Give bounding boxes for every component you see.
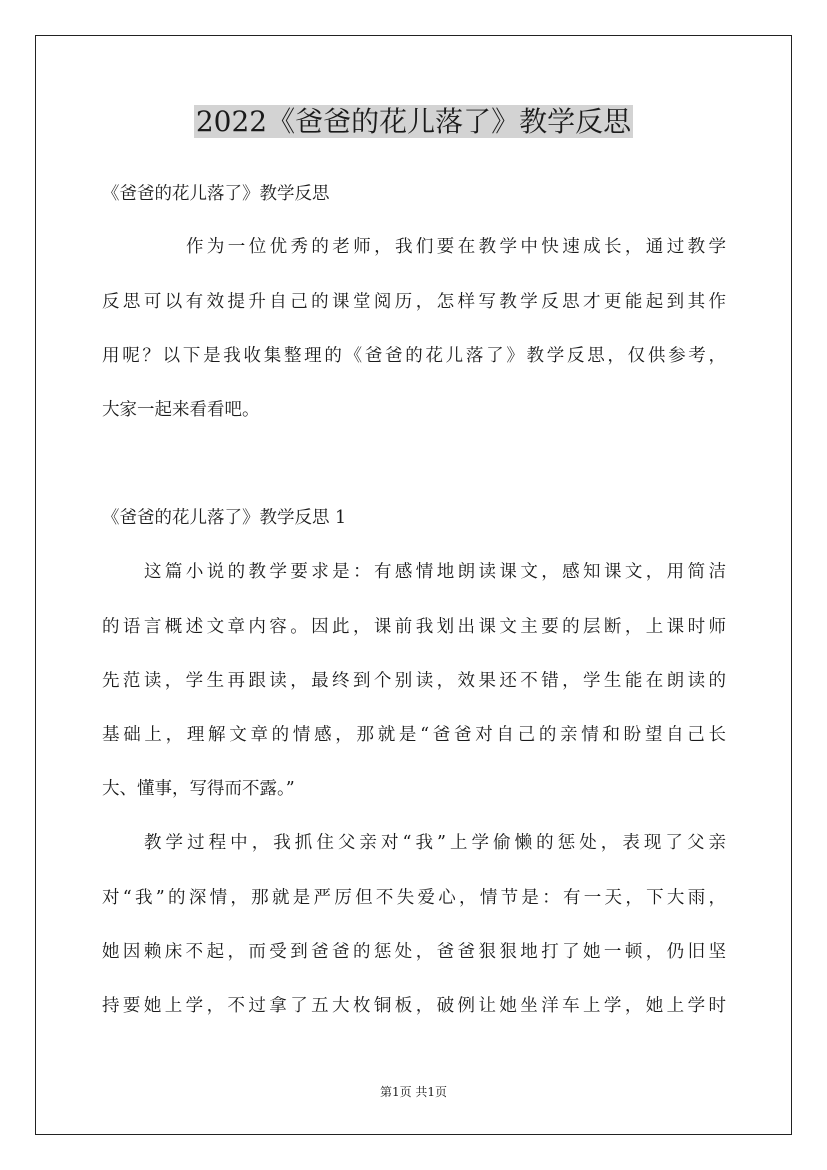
intro-line: 用呢？以下是我收集整理的《爸爸的花儿落了》教学反思，仅供参考， (102, 346, 726, 366)
paragraph-line: 这篇小说的教学要求是：有感情地朗读课文，感知课文，用简洁 (144, 562, 726, 582)
document-title-text: 2022《爸爸的花儿落了》教学反思 (195, 105, 632, 138)
paragraph-line: 她因赖床不起，而受到爸爸的惩处，爸爸狠狠地打了她一顿，仍旧坚 (102, 942, 726, 962)
paragraph-line: 教学过程中，我抓住父亲对“我”上学偷懒的惩处，表现了父亲 (144, 833, 726, 853)
page-footer: 第1页 共1页 (379, 1085, 448, 1099)
paragraph-line: 对“我”的深情，那就是严厉但不失爱心，情节是：有一天，下大雨， (102, 888, 726, 908)
paragraph-line: 的语言概述文章内容。因此，课前我划出课文主要的层断，上课时师 (102, 617, 726, 637)
document-title (0, 100, 827, 144)
paragraph-line: 基础上，理解文章的情感，那就是“爸爸对自己的亲情和盼望自己长 (102, 725, 726, 745)
intro-line: 反思可以有效提升自己的课堂阅历，怎样写教学反思才更能起到其作 (102, 292, 726, 312)
paragraph-line: 先范读，学生再跟读，最终到个别读，效果还不错，学生能在朗读的 (102, 671, 726, 691)
intro-line: 大家一起来看看吧。 (102, 400, 260, 420)
paragraph-line: 持要她上学，不过拿了五大枚铜板，破例让她坐洋车上学，她上学时 (102, 996, 726, 1016)
document-subtitle: 《爸爸的花儿落了》教学反思 (102, 184, 330, 204)
section-heading: 《爸爸的花儿落了》教学反思 1 (102, 508, 347, 528)
paragraph-line: 大、懂事，写得而不露。” (102, 779, 295, 799)
intro-line: 作为一位优秀的老师，我们要在教学中快速成长，通过教学 (186, 237, 726, 257)
